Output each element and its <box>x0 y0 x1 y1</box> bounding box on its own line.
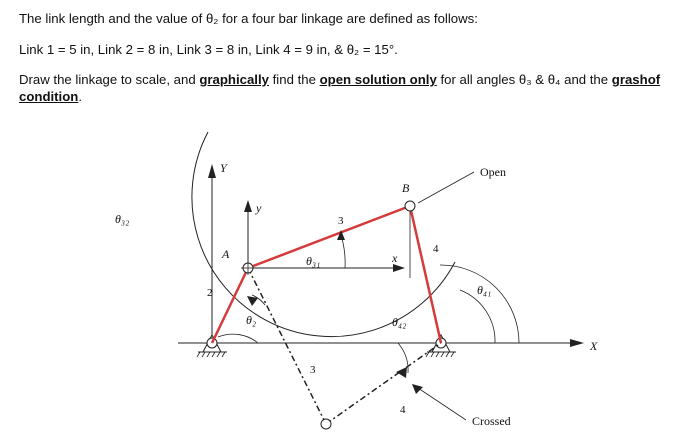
theta-4-1-inner-arc <box>460 290 495 343</box>
x-axis-arrow <box>570 339 584 347</box>
instruction-text: for all angles θ₃ & θ₄ and the <box>436 72 612 87</box>
link-4-open <box>410 206 441 343</box>
label-local-x: x <box>392 251 398 265</box>
problem-line-1: The link length and the value of θ₂ for a four bar linkage are defined as follows: <box>19 11 478 26</box>
label-local-y: y <box>256 201 262 215</box>
label-link-2: 2 <box>207 287 213 299</box>
joint-b-crossed <box>321 419 331 429</box>
link-2 <box>212 268 248 343</box>
link-4-crossed <box>326 343 441 424</box>
instruction-text: Draw the linkage to scale, and <box>19 72 200 87</box>
label-link-3-top: 3 <box>338 215 344 227</box>
label-joint-a: A <box>222 247 230 261</box>
theta-2-arc <box>218 334 258 343</box>
label-theta-2: θ₂ <box>246 313 257 327</box>
emphasis-grashof: grashof condition <box>19 72 661 104</box>
local-y-arrow <box>244 200 252 212</box>
label-link-3-bottom: 3 <box>310 364 316 376</box>
theta-4-2-arrow <box>396 367 407 378</box>
label-link-4-bottom: 4 <box>400 404 406 416</box>
y-axis-arrow <box>208 164 216 178</box>
link-3-open <box>248 206 410 268</box>
label-crossed: Crossed <box>472 414 511 428</box>
emphasis-graphically: graphically <box>199 72 269 87</box>
label-joint-b: B <box>402 181 410 195</box>
theta-4-1-arc <box>440 265 519 343</box>
joint-b-open <box>405 201 415 211</box>
label-theta-3-2: θ₃₂ <box>115 212 130 226</box>
crossed-leader <box>418 388 466 420</box>
local-x-arrow <box>393 264 405 272</box>
label-theta-4-2: θ₄₂ <box>392 315 407 329</box>
open-leader <box>418 172 474 203</box>
link-3-crossed <box>248 268 326 424</box>
label-theta-3-1: θ₃₁ <box>306 254 321 268</box>
emphasis-open-solution: open solution only <box>319 72 437 87</box>
label-y-axis: Y <box>220 161 227 175</box>
label-x-axis: X <box>590 339 598 353</box>
ground-pivot-left <box>197 335 227 357</box>
problem-line-2: Link 1 = 5 in, Link 2 = 8 in, Link 3 = 8 in, Link 4 = 9 in, & θ₂ = 15°. <box>19 42 398 57</box>
instruction-text: . <box>78 89 83 104</box>
label-link-4-right: 4 <box>433 243 439 255</box>
instruction-text: find the <box>268 72 320 87</box>
label-theta-4-1: θ₄₁ <box>477 283 492 297</box>
label-open: Open <box>480 165 506 179</box>
